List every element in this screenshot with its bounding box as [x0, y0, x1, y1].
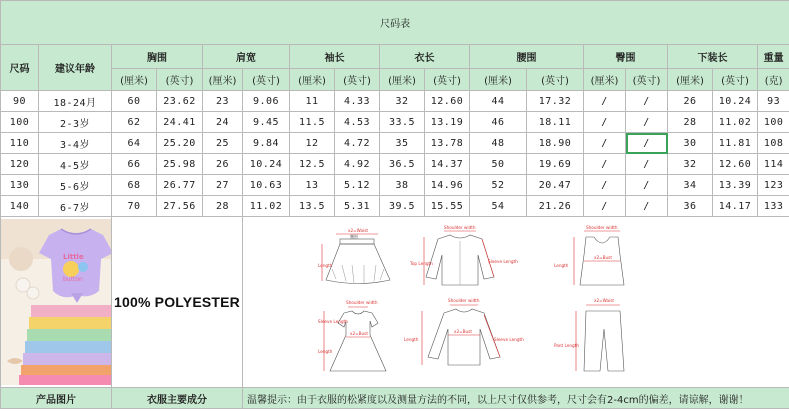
- cell[interactable]: 100: [1, 112, 39, 133]
- cell[interactable]: 120: [1, 154, 39, 175]
- cell[interactable]: 30: [668, 133, 713, 154]
- header-bottom-length: 下装长: [668, 45, 758, 69]
- cell[interactable]: 11.5: [290, 112, 335, 133]
- cell[interactable]: 26: [668, 91, 713, 112]
- chart-title: 尺码表: [1, 1, 789, 45]
- svg-text:Length: Length: [318, 349, 333, 354]
- shirt-print: Little: [63, 253, 84, 261]
- measurement-diagram-cell: [243, 217, 789, 388]
- cell[interactable]: 19.69: [527, 154, 584, 175]
- cell[interactable]: 24.41: [157, 112, 203, 133]
- svg-text:x2=Bust: x2=Bust: [350, 331, 369, 336]
- header-hip: 臀围: [584, 45, 668, 69]
- cell[interactable]: 60: [112, 91, 157, 112]
- cell[interactable]: 33.5: [380, 112, 425, 133]
- cell[interactable]: 48: [470, 133, 527, 154]
- svg-text:Shoulder width: Shoulder width: [448, 298, 480, 303]
- cell[interactable]: 11.02: [243, 196, 290, 217]
- cell[interactable]: 5.31: [335, 196, 380, 217]
- striped-skirt: [19, 305, 112, 385]
- cell[interactable]: 36.5: [380, 154, 425, 175]
- cell[interactable]: 17.32: [527, 91, 584, 112]
- cell[interactable]: 108: [758, 133, 789, 154]
- cell[interactable]: 28: [668, 112, 713, 133]
- header-length: 衣长: [380, 45, 470, 69]
- cell[interactable]: 70: [112, 196, 157, 217]
- unit-inch: (英寸): [425, 69, 470, 91]
- svg-text:button: button: [63, 276, 83, 283]
- cell[interactable]: 46: [470, 112, 527, 133]
- unit-cm: (厘米): [470, 69, 527, 91]
- cell[interactable]: 12.60: [713, 154, 758, 175]
- cell[interactable]: 4-5岁: [39, 154, 112, 175]
- cell[interactable]: /: [626, 91, 668, 112]
- cell[interactable]: 11.81: [713, 133, 758, 154]
- cell[interactable]: 4.33: [335, 91, 380, 112]
- svg-text:Length: Length: [318, 263, 333, 268]
- svg-text:Shoulder width: Shoulder width: [346, 300, 378, 305]
- unit-inch: (英寸): [713, 69, 758, 91]
- cell[interactable]: 52: [470, 175, 527, 196]
- cell[interactable]: 68: [112, 175, 157, 196]
- cell[interactable]: 20.47: [527, 175, 584, 196]
- cell[interactable]: /: [584, 112, 626, 133]
- unit-row: [1, 69, 789, 91]
- cell[interactable]: 18-24月: [39, 91, 112, 112]
- cell[interactable]: 10.24: [243, 154, 290, 175]
- svg-text:Shoulder width: Shoulder width: [444, 225, 476, 230]
- cell[interactable]: 36: [668, 196, 713, 217]
- material-text: 100% POLYESTER: [113, 294, 240, 310]
- unit-cm: (厘米): [203, 69, 243, 91]
- cell[interactable]: 32: [668, 154, 713, 175]
- unit-g: (克): [758, 69, 789, 91]
- svg-text:腰围: 腰围: [350, 234, 358, 239]
- header-size: 尺码: [1, 45, 39, 91]
- header-sleeve: 袖长: [290, 45, 380, 69]
- svg-text:Sleeve Length: Sleeve Length: [488, 259, 518, 264]
- unit-inch: (英寸): [157, 69, 203, 91]
- cell[interactable]: 2-3岁: [39, 112, 112, 133]
- cell[interactable]: 100: [758, 112, 789, 133]
- selected-cell[interactable]: /: [626, 133, 668, 154]
- cell[interactable]: 26.77: [157, 175, 203, 196]
- cell[interactable]: 13.5: [290, 196, 335, 217]
- cell[interactable]: 4.92: [335, 154, 380, 175]
- svg-text:Sleeve Length: Sleeve Length: [494, 337, 524, 342]
- cell[interactable]: 23: [203, 91, 243, 112]
- cell[interactable]: 10.63: [243, 175, 290, 196]
- unit-cm: (厘米): [112, 69, 157, 91]
- cell[interactable]: 11: [290, 91, 335, 112]
- svg-text:x2=Waist: x2=Waist: [594, 298, 615, 303]
- cell[interactable]: 35: [380, 133, 425, 154]
- svg-text:Top Length: Top Length: [410, 261, 433, 266]
- cell[interactable]: 50: [470, 154, 527, 175]
- cell[interactable]: 10.24: [713, 91, 758, 112]
- header-weight: 重量: [758, 45, 789, 69]
- svg-text:x2=Bust: x2=Bust: [594, 255, 613, 260]
- svg-text:Pant Length: Pant Length: [554, 343, 579, 348]
- svg-text:x2=Waist: x2=Waist: [348, 228, 369, 233]
- cell[interactable]: 9.45: [243, 112, 290, 133]
- table-row: [1, 196, 789, 217]
- header-waist: 腰围: [470, 45, 584, 69]
- cell[interactable]: 23.62: [157, 91, 203, 112]
- cell[interactable]: 14.96: [425, 175, 470, 196]
- svg-text:Sleeve Length: Sleeve Length: [318, 319, 348, 324]
- svg-text:Length: Length: [404, 337, 419, 342]
- unit-inch: (英寸): [335, 69, 380, 91]
- cell[interactable]: 140: [1, 196, 39, 217]
- cell[interactable]: 9.84: [243, 133, 290, 154]
- footer-row: [1, 388, 789, 409]
- cell[interactable]: 11.02: [713, 112, 758, 133]
- cell[interactable]: 3-4岁: [39, 133, 112, 154]
- cell[interactable]: 15.55: [425, 196, 470, 217]
- material-cell: [112, 217, 243, 388]
- cell[interactable]: /: [626, 175, 668, 196]
- header-row: [1, 45, 789, 69]
- table-row: [1, 175, 789, 196]
- notice-text: 温馨提示：由于衣服的松紧度以及测量方法的不同，以上尺寸仅供参考，尺寸会有2-4cm的偏差，请谅解，谢谢！: [243, 388, 789, 409]
- cell[interactable]: 38: [380, 175, 425, 196]
- cell[interactable]: 27: [203, 175, 243, 196]
- cell[interactable]: 14.17: [713, 196, 758, 217]
- measurement-diagram: [318, 225, 671, 379]
- cell[interactable]: 13.19: [425, 112, 470, 133]
- cell[interactable]: 13.78: [425, 133, 470, 154]
- cell[interactable]: 13: [290, 175, 335, 196]
- cell[interactable]: 4.72: [335, 133, 380, 154]
- cell[interactable]: 133: [758, 196, 789, 217]
- cell[interactable]: 64: [112, 133, 157, 154]
- cell[interactable]: 130: [1, 175, 39, 196]
- svg-text:Length: Length: [554, 263, 569, 268]
- cell[interactable]: 32: [380, 91, 425, 112]
- cell[interactable]: 123: [758, 175, 789, 196]
- svg-text:x2=Bust: x2=Bust: [454, 329, 473, 334]
- cell[interactable]: 5.12: [335, 175, 380, 196]
- cell[interactable]: 12.5: [290, 154, 335, 175]
- cell[interactable]: 21.26: [527, 196, 584, 217]
- cell[interactable]: 24: [203, 112, 243, 133]
- cell[interactable]: 4.53: [335, 112, 380, 133]
- cell[interactable]: /: [584, 91, 626, 112]
- cell[interactable]: 66: [112, 154, 157, 175]
- product-photo: [1, 219, 112, 385]
- cell[interactable]: /: [584, 133, 626, 154]
- cell[interactable]: 27.56: [157, 196, 203, 217]
- cell[interactable]: 18.11: [527, 112, 584, 133]
- cell[interactable]: 25: [203, 133, 243, 154]
- unit-cm: (厘米): [380, 69, 425, 91]
- header-shoulder: 肩宽: [203, 45, 290, 69]
- svg-text:Shoulder width: Shoulder width: [586, 225, 618, 230]
- table-row: [1, 133, 789, 154]
- unit-inch: (英寸): [527, 69, 584, 91]
- unit-cm: (厘米): [584, 69, 626, 91]
- product-photo-cell: [1, 217, 112, 388]
- media-row: [1, 217, 789, 388]
- table-row: [1, 154, 789, 175]
- cell[interactable]: /: [626, 196, 668, 217]
- cell[interactable]: 62: [112, 112, 157, 133]
- cell[interactable]: 114: [758, 154, 789, 175]
- material-label: 衣服主要成分: [112, 388, 243, 409]
- unit-inch: (英寸): [243, 69, 290, 91]
- cell[interactable]: 90: [1, 91, 39, 112]
- cell[interactable]: 28: [203, 196, 243, 217]
- cell[interactable]: 6-7岁: [39, 196, 112, 217]
- cell[interactable]: 26: [203, 154, 243, 175]
- cell[interactable]: /: [584, 154, 626, 175]
- photo-label: 产品图片: [1, 388, 112, 409]
- cell[interactable]: 39.5: [380, 196, 425, 217]
- cell[interactable]: /: [626, 154, 668, 175]
- cell[interactable]: 34: [668, 175, 713, 196]
- cell[interactable]: 25.98: [157, 154, 203, 175]
- cell[interactable]: /: [626, 112, 668, 133]
- unit-cm: (厘米): [668, 69, 713, 91]
- cell[interactable]: 9.06: [243, 91, 290, 112]
- unit-inch: (英寸): [626, 69, 668, 91]
- cell[interactable]: 5-6岁: [39, 175, 112, 196]
- header-chest: 胸围: [112, 45, 203, 69]
- header-age: 建议年龄: [39, 45, 112, 91]
- cell[interactable]: 54: [470, 196, 527, 217]
- cell[interactable]: 110: [1, 133, 39, 154]
- cell[interactable]: /: [584, 196, 626, 217]
- cell[interactable]: 18.90: [527, 133, 584, 154]
- cell[interactable]: 25.20: [157, 133, 203, 154]
- cell[interactable]: 12: [290, 133, 335, 154]
- cell[interactable]: /: [584, 175, 626, 196]
- table-row: [1, 91, 789, 112]
- cell[interactable]: 44: [470, 91, 527, 112]
- cell[interactable]: 12.60: [425, 91, 470, 112]
- cell[interactable]: 13.39: [713, 175, 758, 196]
- cell[interactable]: 14.37: [425, 154, 470, 175]
- table-row: [1, 112, 789, 133]
- cell[interactable]: 93: [758, 91, 789, 112]
- unit-cm: (厘米): [290, 69, 335, 91]
